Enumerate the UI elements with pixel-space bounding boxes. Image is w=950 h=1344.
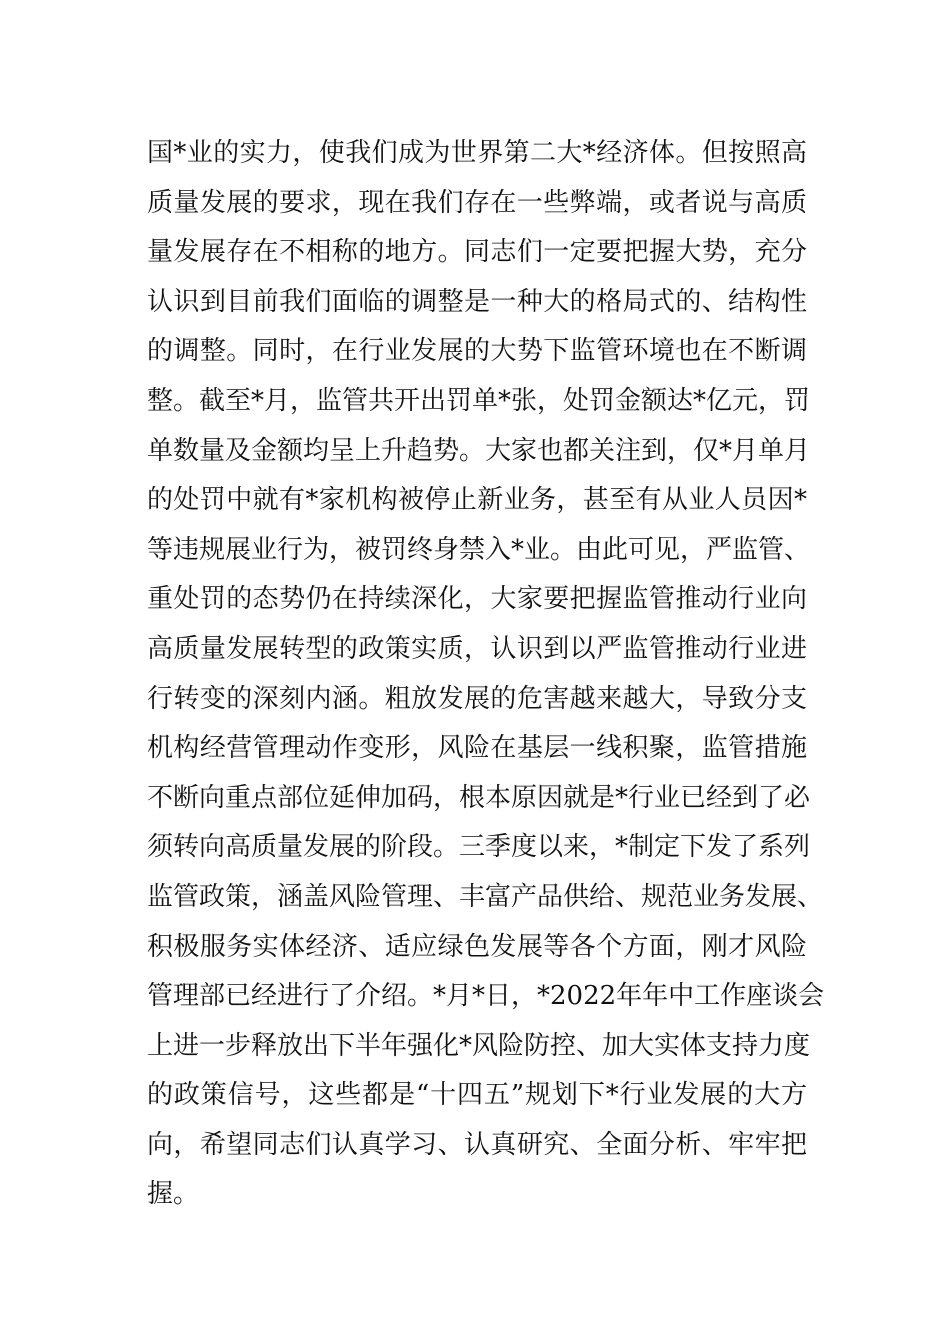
text-line: 管理部已经进行了介绍。*月*日，*2022年年中工作座谈会 <box>147 981 825 1012</box>
body-paragraph <box>147 129 825 1220</box>
text-line: 握。 <box>147 1179 200 1210</box>
text-line: 的政策信号，这些都是“十四五”规划下*行业发展的大方 <box>147 1080 807 1111</box>
text-line: 积极服务实体经济、适应绿色发展等各个方面，刚才风险 <box>147 931 807 962</box>
text-line: 量发展存在不相称的地方。同志们一定要把握大势，充分 <box>147 237 807 268</box>
text-line: 的调整。同时，在行业发展的大势下监管环境也在不断调 <box>147 336 807 367</box>
text-line: 须转向高质量发展的阶段。三季度以来，*制定下发了系列 <box>147 832 811 863</box>
text-line: 向，希望同志们认真学习、认真研究、全面分析、牢牢把 <box>147 1129 807 1160</box>
text-line: 等违规展业行为，被罚终身禁入*业。由此可见，严监管、 <box>147 534 811 565</box>
text-line: 不断向重点部位延伸加码，根本原因就是*行业已经到了必 <box>147 782 811 813</box>
text-line: 认识到目前我们面临的调整是一种大的格局式的、结构性 <box>147 286 807 317</box>
text-line: 整。截至*月，监管共开出罚单*张，处罚金额达*亿元，罚 <box>147 385 811 416</box>
text-line: 单数量及金额均呈上升趋势。大家也都关注到，仅*月单月 <box>147 435 811 466</box>
text-line: 质量发展的要求，现在我们存在一些弊端，或者说与高质 <box>147 187 807 218</box>
text-line: 监管政策，涵盖风险管理、丰富产品供给、规范业务发展、 <box>147 881 824 912</box>
text-line: 行转变的深刻内涵。粗放发展的危害越来越大，导致分支 <box>147 683 807 714</box>
text-line: 的处罚中就有*家机构被停止新业务，甚至有从业人员因* <box>147 485 807 516</box>
text-line: 国*业的实力，使我们成为世界第二大*经济体。但按照高 <box>147 138 807 168</box>
text-line: 高质量发展转型的政策实质，认识到以严监管推动行业进 <box>147 633 807 664</box>
text-line: 上进一步释放出下半年强化*风险防控、加大实体支持力度 <box>147 1030 811 1061</box>
text-line: 机构经营管理动作变形，风险在基层一线积聚，监管措施 <box>147 733 807 764</box>
text-line: 重处罚的态势仍在持续深化，大家要把握监管推动行业向 <box>147 584 807 615</box>
